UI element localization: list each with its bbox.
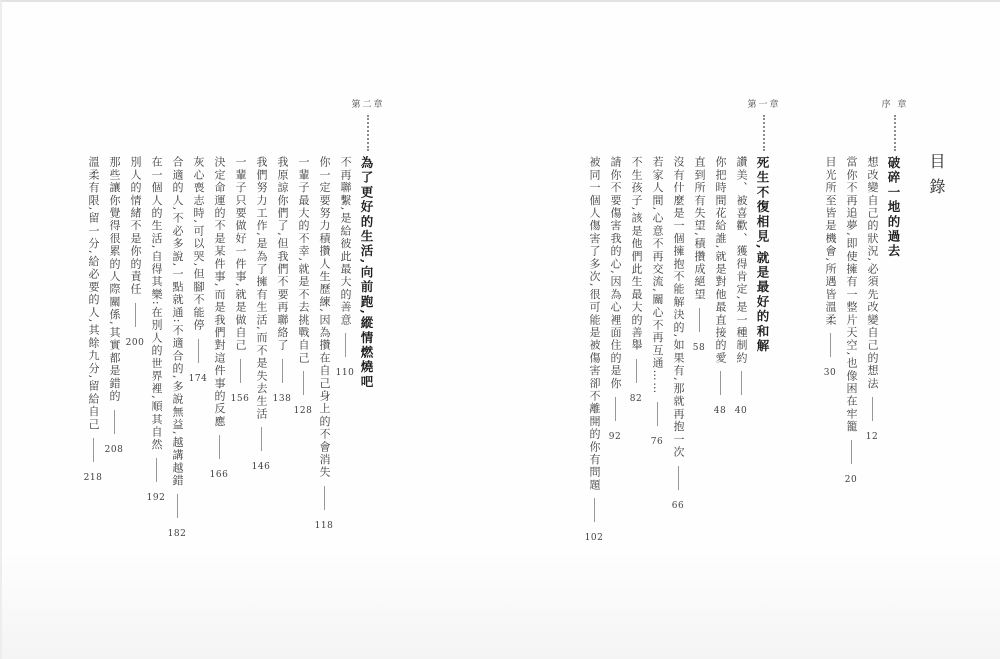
page-title: 目錄 <box>927 153 946 203</box>
entry-text: 在一個人的生活,自得其樂:在別人的世界裡,順其自然 <box>150 156 163 452</box>
entry-leader-dash <box>872 397 873 421</box>
entry-leader-dash <box>324 486 325 510</box>
entry-text: 直到所有失望,積攢成絕望 <box>693 156 706 301</box>
entry-text: 溫柔有限,留一分,給必要的人,其餘九分,留給自己 <box>87 156 100 431</box>
toc-entry <box>689 156 710 549</box>
entry-leader-dash <box>830 333 831 357</box>
toc-entry <box>668 156 689 549</box>
entry-text: 讚美、被喜歡、獲得肯定,是一種制約 <box>735 156 748 365</box>
chapter-head <box>881 97 909 151</box>
entry-text: 不生孩子,該是他們此生最大的善舉 <box>630 156 643 352</box>
entry-leader-dash <box>657 402 658 426</box>
entry-text: 想改變自己的狀況,必須先改變自己的想法 <box>866 156 879 390</box>
chapter-section <box>820 97 909 491</box>
toc-entry <box>584 156 605 549</box>
toc-entry <box>251 156 272 545</box>
entry-leader-dash <box>177 494 178 518</box>
chapter-title: 破碎一地的過去 <box>886 156 901 259</box>
toc-entry <box>230 156 251 545</box>
entry-leader-dash <box>851 440 852 464</box>
entry-text: 你一定要努力積攢人生歷練,因為攢在自己身上的不會消失 <box>318 156 331 479</box>
entry-leader-dash <box>135 303 136 327</box>
entry-text: 被同一個人傷害了多次,很可能是被傷害卻不離開的你有問題 <box>588 156 601 492</box>
entry-text: 一輩子最大的不幸,就是不去挑戰自己 <box>297 156 310 365</box>
toc-entry <box>314 156 335 545</box>
entry-page-number: 92 <box>608 431 622 442</box>
toc-entry <box>146 156 167 545</box>
entry-page-number: 208 <box>104 444 124 455</box>
entry-page-number: 182 <box>167 529 187 539</box>
entry-text: 我們努力工作,是為了擁有生活,而不是失去生活 <box>255 156 268 421</box>
entry-text: 合適的人,不必多說,一點就通:不適合的,多說無益,越講越錯 <box>171 156 184 487</box>
entry-leader-dash <box>156 458 157 482</box>
toc-entry <box>335 156 356 545</box>
entry-page-number: 218 <box>83 472 103 483</box>
toc-entry <box>83 156 104 545</box>
entry-leader-dash <box>219 435 220 459</box>
chapter-head <box>747 97 781 151</box>
entry-text: 目光所至皆是機會,所遇皆溫柔 <box>824 156 837 327</box>
toc-entry <box>647 156 668 549</box>
entry-page-number: 118 <box>314 520 334 531</box>
entry-leader-dash <box>240 359 241 383</box>
entry-page-number: 166 <box>209 469 229 480</box>
toc-entry <box>841 156 862 491</box>
chapter-title: 死生不復相見,就是最好的和解 <box>755 156 770 354</box>
entry-page-number: 200 <box>125 337 145 348</box>
entry-leader-dash <box>720 371 721 395</box>
entry-text: 別人的情緒不是你的責任 <box>129 156 142 296</box>
toc-entry <box>731 156 752 549</box>
entry-leader-dash <box>699 308 700 332</box>
toc-entry <box>188 156 209 545</box>
entry-page-number: 76 <box>650 437 664 447</box>
entry-page-number: 30 <box>823 368 837 379</box>
entry-text: 你把時間花給誰,就是對他最直接的愛 <box>714 156 727 365</box>
entry-leader-dash <box>261 427 262 451</box>
entry-page-number: 156 <box>230 393 250 404</box>
chapter-body <box>584 156 773 549</box>
entry-leader-dash <box>282 359 283 383</box>
entry-text: 當你不再追夢,即使擁有一整片天空,也像困在牢籠 <box>845 156 858 434</box>
entry-text: 沒有什麼是一個擁抱不能解決的,如果有,那就再抱一次 <box>672 156 685 459</box>
toc-entry <box>605 156 626 549</box>
toc-entry <box>626 156 647 549</box>
toc-entry <box>820 156 841 491</box>
entry-page-number: 110 <box>335 368 355 379</box>
entry-text: 請你不要傷害我的心,因為心裡面住的是你 <box>609 156 622 390</box>
toc-entry <box>209 156 230 545</box>
entry-page-number: 128 <box>293 406 313 417</box>
chapter-head <box>351 97 385 151</box>
entry-text: 若家人間,心意不再交流,關心不再互通…… <box>651 156 664 395</box>
entry-page-number: 20 <box>844 475 858 486</box>
entry-text: 那些讓你覺得很累的人際關係,其實都是錯的 <box>108 156 121 403</box>
chapter-title: 為了更好的生活,向前跑,縱情燃燒吧 <box>359 156 374 390</box>
entry-leader-dash <box>678 466 679 490</box>
chapter-body <box>83 156 377 545</box>
entry-leader-dash <box>594 498 595 522</box>
entry-page-number: 174 <box>188 373 208 384</box>
chapter-section <box>584 97 781 549</box>
entry-page-number: 40 <box>734 406 748 417</box>
entry-leader-dash <box>303 371 304 395</box>
entry-page-number: 192 <box>146 493 166 504</box>
entry-page-number: 12 <box>865 431 879 442</box>
toc-entry <box>293 156 314 545</box>
chapter-label: 第一章 <box>747 100 781 110</box>
entry-text: 我原諒你們了,但我們不要再聯絡了 <box>276 156 289 352</box>
toc-entry <box>104 156 125 545</box>
toc-entry <box>167 156 188 545</box>
entry-leader-dash <box>345 333 346 357</box>
dotted-leader-line <box>763 115 765 151</box>
entry-leader-dash <box>93 438 94 462</box>
toc-entry <box>125 156 146 545</box>
entry-page-number: 58 <box>692 342 706 353</box>
entry-page-number: 82 <box>629 393 643 404</box>
entry-page-number: 102 <box>584 533 604 544</box>
dotted-leader-line <box>894 115 896 151</box>
chapter-label: 第二章 <box>351 100 385 110</box>
entry-text: 一輩子只要做好一件事,就是做自己 <box>234 156 247 352</box>
entry-leader-dash <box>741 371 742 395</box>
toc-entry <box>272 156 293 545</box>
toc-entry <box>862 156 883 491</box>
chapter-label: 序 章 <box>881 100 909 110</box>
entry-page-number: 48 <box>713 406 727 417</box>
chapter-body <box>820 156 904 491</box>
chapter-section <box>83 97 385 545</box>
entry-text: 灰心喪志時,可以哭,但腳不能停 <box>192 156 205 332</box>
entry-page-number: 146 <box>251 462 271 473</box>
toc-entry <box>710 156 731 549</box>
dotted-leader-line <box>367 115 369 151</box>
entry-leader-dash <box>114 410 115 434</box>
entry-leader-dash <box>636 359 637 383</box>
entry-leader-dash <box>198 339 199 363</box>
entry-page-number: 138 <box>272 393 292 404</box>
entry-page-number: 66 <box>671 500 685 511</box>
entry-text: 決定命運的不是某件事,而是我們對這件事的反應 <box>213 156 226 428</box>
entry-text: 不再聯繫,是給彼此最大的善意 <box>339 156 352 327</box>
entry-leader-dash <box>615 397 616 421</box>
